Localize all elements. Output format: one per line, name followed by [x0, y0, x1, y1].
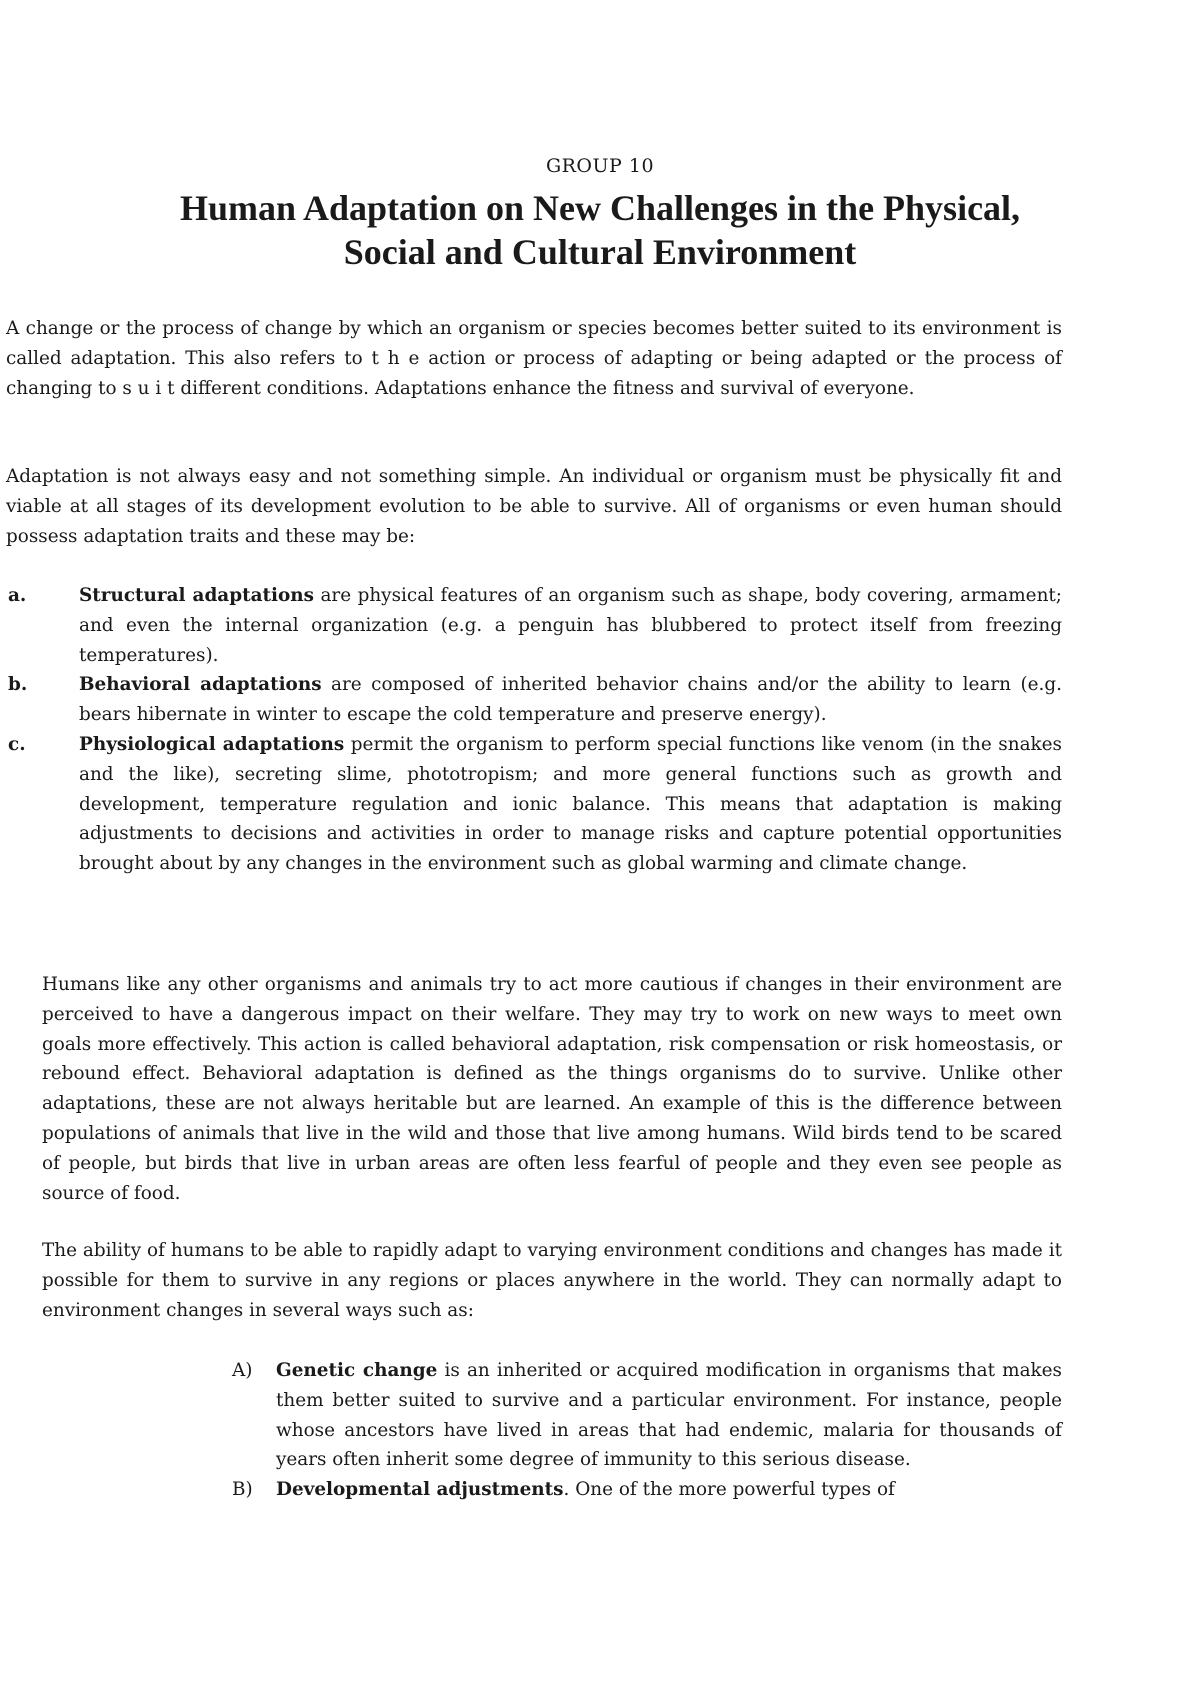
title-line-2: Social and Cultural Environment [343, 232, 857, 272]
list-marker: b. [8, 674, 28, 696]
list-item-physiological [6, 730, 1062, 879]
list-item-behavioral [6, 670, 1062, 730]
list-item-text: is an inherited or acquired modification in organisms that makes them better suited to survive and a particular environment. For instance, people whose ancestors have lived in areas that had endemic, malaria for thousands of years often inherit some degree of immunity to this serious disease. [276, 1360, 1062, 1471]
adaptation-types-list [6, 581, 1062, 879]
list-item-text: permit the organism to perform special functions like venom (in the snakes and the like), secreting slime, phototropism; and more general functions such as growth and development, temperature regulation and ionic balance. This means that adaptation is making adjustments to decisions and activities in order to manage risks and capture potential opportunities brought about by any changes in the environment such as global warming and climate change. [79, 733, 1062, 875]
group-label: GROUP 10 [545, 155, 655, 177]
list-marker: B) [232, 1479, 253, 1501]
term-structural: Structural adaptations [79, 585, 314, 606]
paragraph-definition: A change or the process of change by which an organism or species becomes better suited to its environment is called adaptation. This also refers to t h e action or process of adapting or being adapted or the process of changing to s u i t different conditions. Adaptations enhance the fitness and survival of everyone. [6, 318, 1062, 399]
term-physiological: Physiological adaptations [79, 733, 345, 755]
list-marker: c. [8, 733, 26, 755]
paragraph-behavioral-adaptation: Humans like any other organisms and animals try to act more cautious if changes in their environment are perceived to have a dangerous impact on their welfare. They may try to work on new ways to meet own goals more effectively. This action is called behavioral adaptation, risk compensation or risk homeostasis, or rebound effect. Behavioral adaptation is defined as the things organisms do to survive. Unlike other adaptations, these are not always heritable but are learned. An example of this is the difference between populations of animals that live in the wild and those that live among humans. Wild birds tend to be scared of people, but birds that live in urban areas are often less fearful of people and they even see people as source of food. [42, 974, 1062, 1204]
term-genetic-change: Genetic change [276, 1360, 438, 1381]
paragraph-adaptation-traits: Adaptation is not always easy and not something simple. An individual or organism must be physically fit and viable at all stages of its development evolution to be able to survive. All of organisms or even human should possess adaptation traits and these may be: [6, 466, 1062, 547]
human-adaptation-list [228, 1356, 1062, 1505]
term-behavioral: Behavioral adaptations [79, 674, 322, 696]
list-item-developmental-adjustments [228, 1475, 1062, 1505]
list-item-text: are physical features of an organism such as shape, body covering, armament; and even the internal organization (e.g. a penguin has blubbered to protect itself from freezing temperatures). [79, 585, 1062, 666]
list-item-text: . One of the more powerful types of [563, 1479, 895, 1501]
document-title [0, 186, 1200, 274]
term-developmental-adjustments: Developmental adjustments [276, 1479, 564, 1501]
paragraph-human-ability: The ability of humans to be able to rapidly adapt to varying environment conditions and changes has made it possible for them to survive in any regions or places anywhere in the world. They can normally adapt to environment changes in several ways such as: [42, 1240, 1062, 1321]
list-item-text: are composed of inherited behavior chains and/or the ability to learn (e.g. bears hibernate in winter to escape the cold temperature and preserve energy). [79, 674, 1062, 726]
title-line-1: Human Adaptation on New Challenges in the Physical, [179, 188, 1021, 228]
list-item-genetic-change [228, 1356, 1062, 1475]
list-item-structural [6, 581, 1062, 670]
list-marker: A) [232, 1360, 253, 1381]
list-marker: a. [8, 585, 27, 606]
